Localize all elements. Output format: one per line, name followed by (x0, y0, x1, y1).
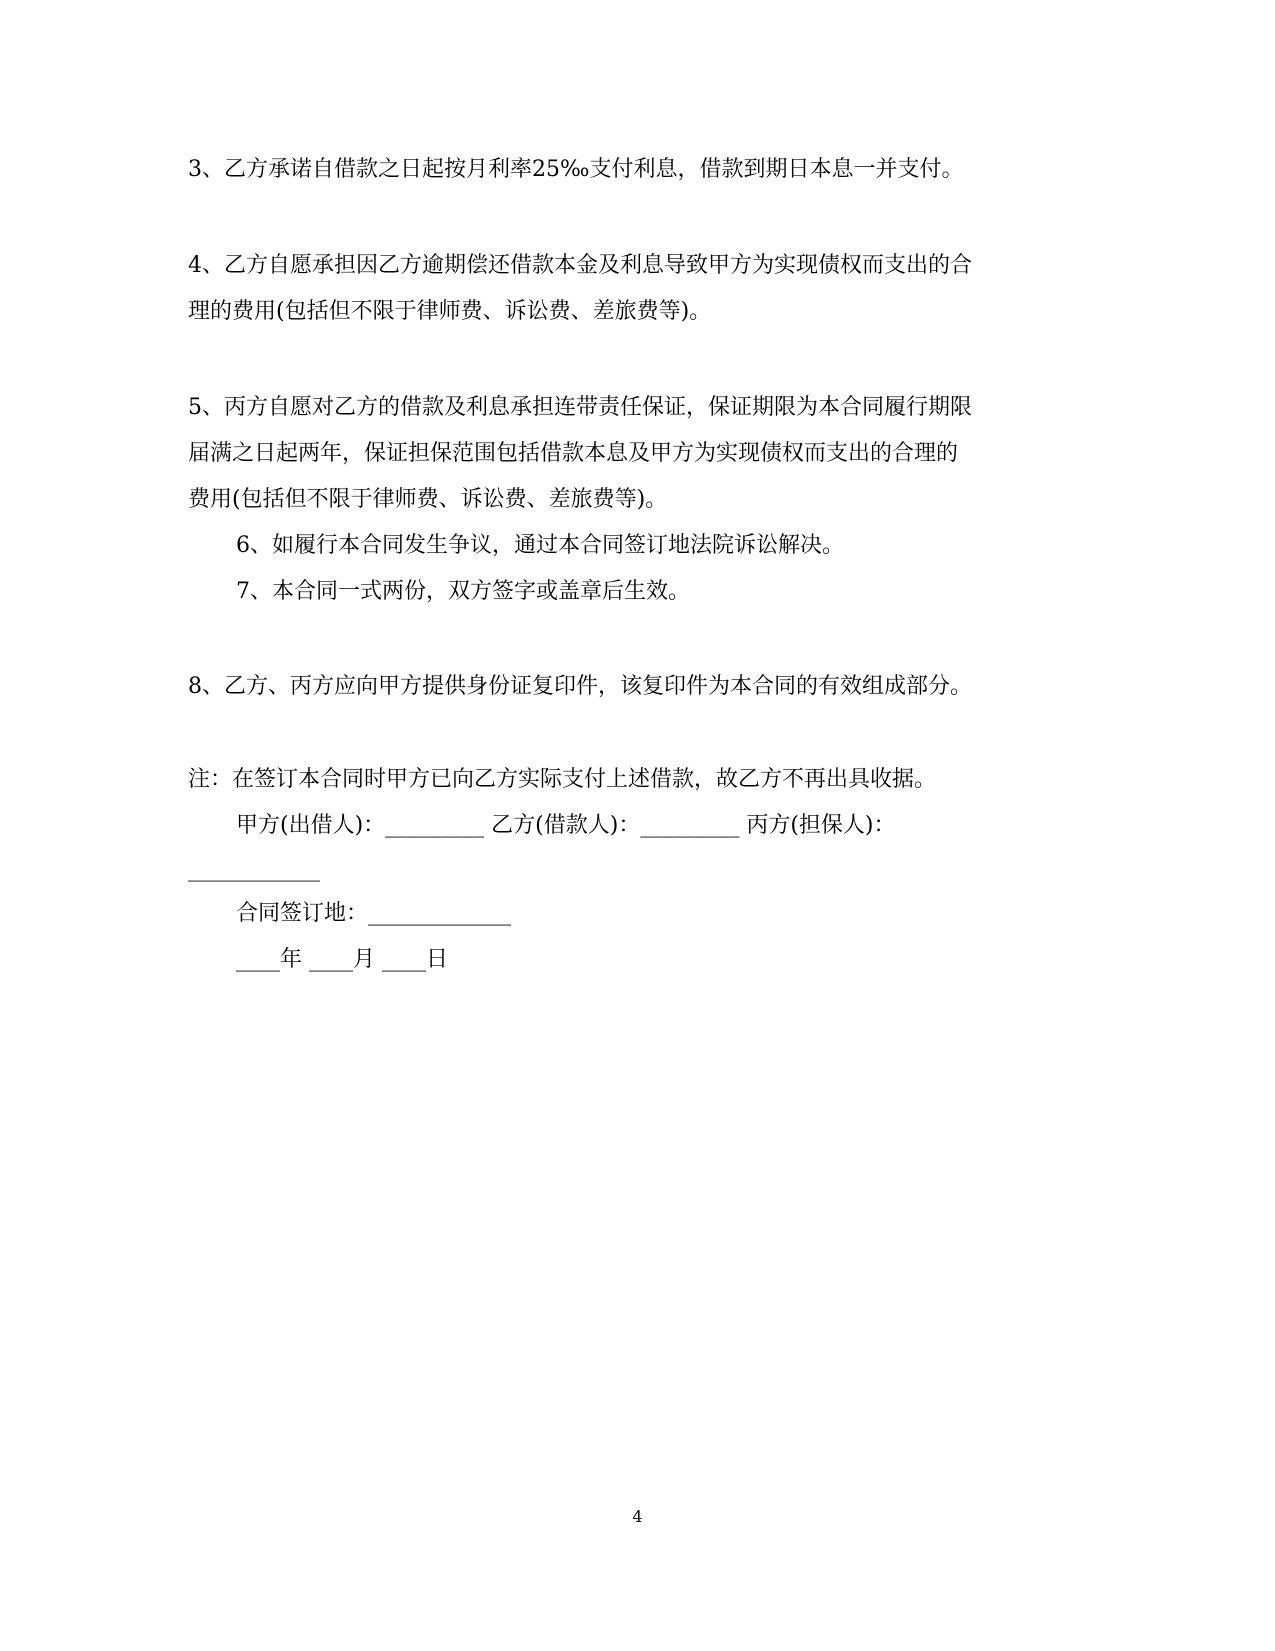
guarantor-signature-blank: ____________ (188, 857, 320, 882)
clause-5-line-3: 费用(包括但不限于律师费、诉讼费、差旅费等)。 (188, 487, 668, 512)
page-number: 4 (632, 1507, 643, 1526)
clause-3: 3、乙方承诺自借款之日起按月利率25‰支付利息，借款到期日本息一并支付。 (188, 157, 964, 182)
clause-6: 6、如履行本合同发生争议，通过本合同签订地法院诉讼解决。 (236, 533, 844, 558)
note: 注：在签订本合同时甲方已向乙方实际支付上述借款，故乙方不再出具收据。 (188, 767, 937, 792)
clause-4-line-1: 4、乙方自愿承担因乙方逾期偿还借款本金及利息导致甲方为实现债权而支出的合 (188, 253, 972, 278)
date-line: ____年 ____月 ____日 (236, 947, 448, 972)
clause-8: 8、乙方、丙方应向甲方提供身份证复印件，该复印件为本合同的有效组成部分。 (188, 674, 972, 699)
signatures-line: 甲方(出借人)：_________ 乙方(借款人)：_________ 丙方(担保人)： (236, 813, 896, 838)
clause-4-line-2: 理的费用(包括但不限于律师费、诉讼费、差旅费等)。 (188, 299, 712, 324)
signing-place: 合同签订地：_____________ (236, 901, 512, 926)
clause-5-line-1: 5、丙方自愿对乙方的借款及利息承担连带责任保证，保证期限为本合同履行期限 (188, 395, 972, 420)
clause-5-line-2: 届满之日起两年，保证担保范围包括借款本息及甲方为实现债权而支出的合理的 (188, 441, 959, 466)
clause-7: 7、本合同一式两份，双方签字或盖章后生效。 (236, 579, 690, 604)
